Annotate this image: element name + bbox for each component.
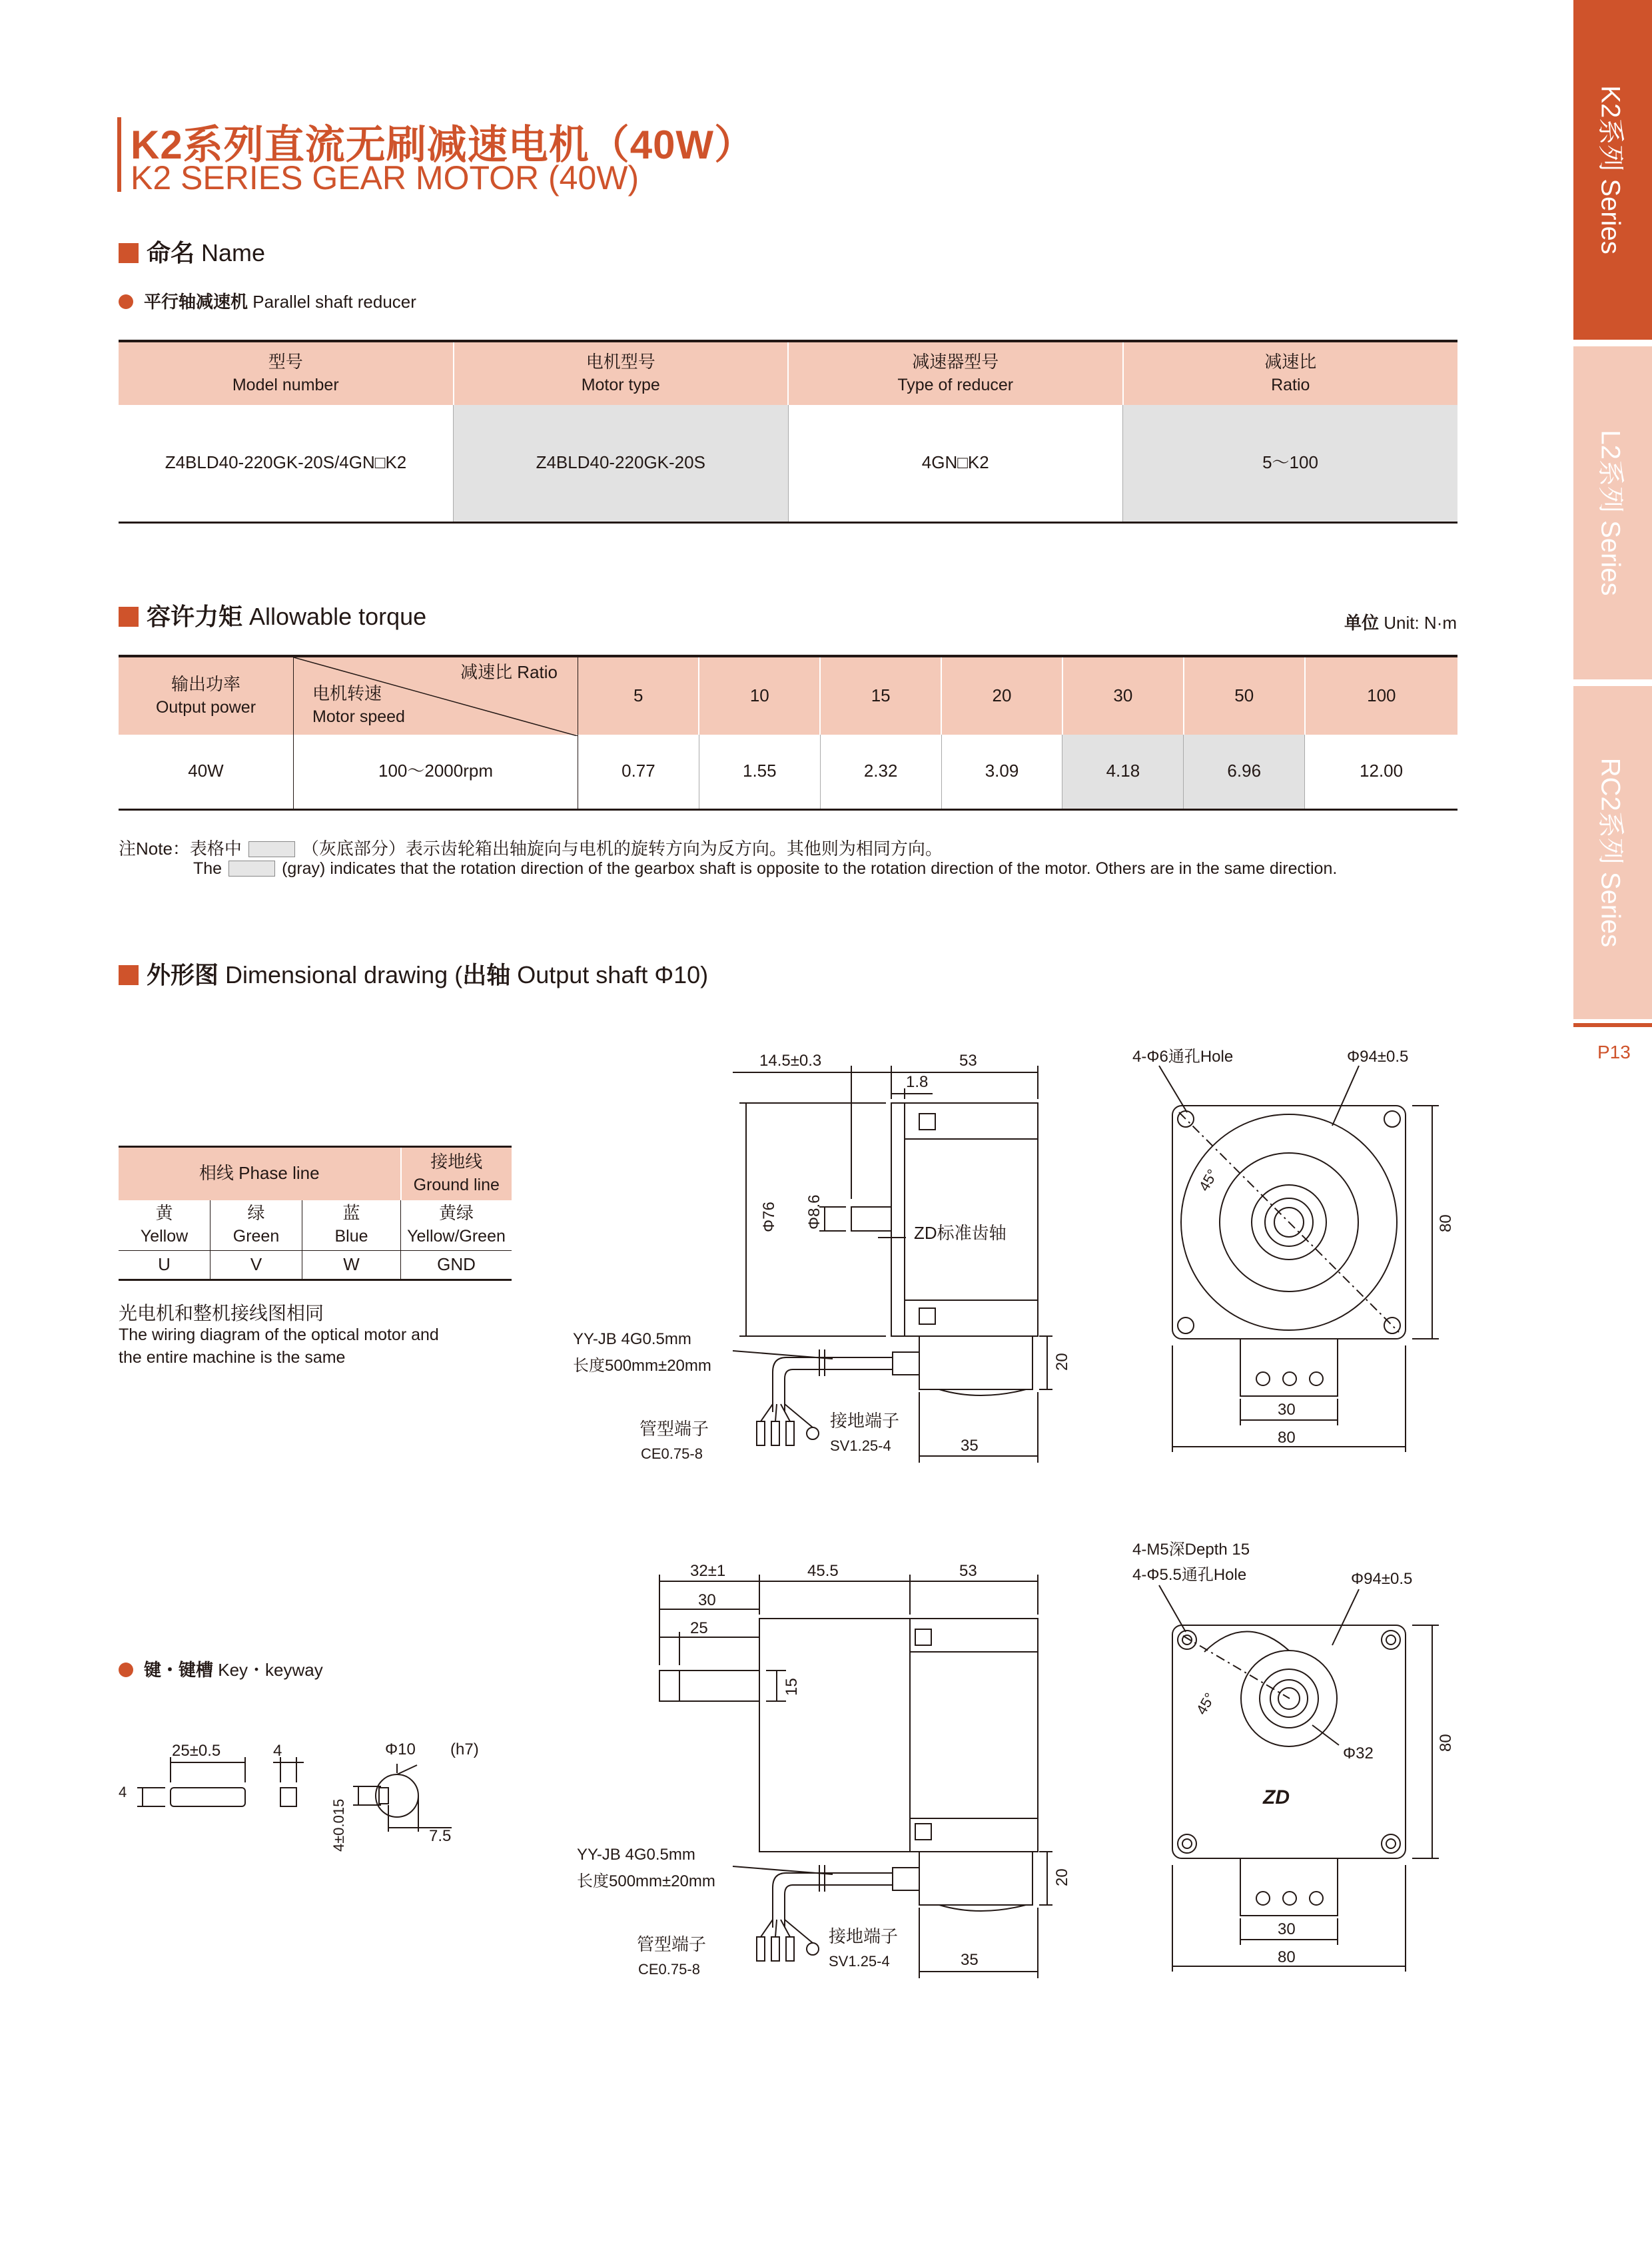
shaft-tol-label: (h7) <box>450 1740 479 1758</box>
dim-label: 80 <box>1437 1734 1455 1752</box>
cable-box <box>1240 1858 1338 1916</box>
cable-box <box>1240 1339 1338 1396</box>
tap-label: 4-M5深Depth 15 <box>1132 1541 1250 1559</box>
key-drawing <box>119 1718 532 1858</box>
cable-box <box>919 1336 1032 1389</box>
terminal-code: CE0.75-8 <box>638 1961 700 1978</box>
ratio-header: 100 <box>1305 656 1457 735</box>
torque-value: 6.96 <box>1184 735 1305 809</box>
phase-value: V <box>210 1251 302 1280</box>
dot-bullet-icon <box>119 294 133 309</box>
heading-en: Allowable torque <box>249 603 427 630</box>
terminal-label: 管型端子 <box>637 1934 707 1954</box>
naming-subheading <box>119 288 416 313</box>
heading-en2: Output shaft Φ10) <box>517 961 709 988</box>
shaft-dia-label: Φ10 <box>385 1740 416 1758</box>
cable <box>773 1357 893 1412</box>
phase-value: U <box>119 1251 210 1280</box>
dim-label: 1.8 <box>906 1073 929 1091</box>
wire-color: 黄 Yellow <box>119 1200 210 1251</box>
terminal-code: SV1.25-4 <box>829 1953 890 1970</box>
section-torque-heading <box>119 598 426 632</box>
ratio-label: 减速比 Ratio <box>460 662 558 682</box>
cell-power: 40W <box>119 735 294 809</box>
ratio-header: 5 <box>578 656 699 735</box>
dim-label: 80 <box>1278 1948 1296 1966</box>
key-h-label: 4 <box>119 1784 127 1800</box>
cable-length-label: 长度500mm±20mm <box>577 1872 715 1890</box>
col-ratio-speed <box>294 656 578 735</box>
dim-label: 35 <box>961 1951 979 1969</box>
subheading-cn: 平行轴减速机 <box>144 292 248 312</box>
std-gear-label: ZD标准齿轴 <box>914 1223 1007 1243</box>
pcd-label: Φ94±0.5 <box>1351 1570 1413 1588</box>
dim-label: 15 <box>783 1678 801 1696</box>
cell-motor-type: Z4BLD40-220GK-20S <box>454 405 789 522</box>
dot-bullet-icon <box>119 1663 133 1677</box>
terminal-label: 接地端子 <box>830 1411 900 1431</box>
subheading-en: Parallel shaft reducer <box>252 292 416 312</box>
cell-speed: 100～2000rpm <box>294 735 578 809</box>
zd-logo: ZD <box>1263 1786 1290 1808</box>
dim-label: 30 <box>1278 1401 1296 1419</box>
gearbox-body <box>759 1619 910 1852</box>
cable-length-label: 长度500mm±20mm <box>573 1357 711 1375</box>
heading-en: Name <box>201 239 266 266</box>
unit-label: 单位 Unit: N·m <box>1344 613 1457 633</box>
key-end-view <box>280 1788 296 1806</box>
col-header: 电机型号 Motor type <box>454 341 789 405</box>
col-header: 减速器型号 Type of reducer <box>788 341 1123 405</box>
heading-en: Dimensional drawing ( <box>225 961 463 988</box>
angle-label: 45° <box>1195 1166 1221 1194</box>
dim-label: 32±1 <box>690 1562 726 1580</box>
key-side-view <box>171 1788 245 1806</box>
pcd-label: Φ94±0.5 <box>1347 1048 1409 1066</box>
heading-cn: 容许力矩 <box>147 603 243 630</box>
terminal-label: 接地端子 <box>829 1926 899 1946</box>
key-w-label: 4 <box>273 1742 282 1760</box>
hole-label: 4-Φ6通孔Hole <box>1132 1048 1234 1066</box>
ratio-header: 20 <box>941 656 1062 735</box>
side-tab-label: RC2系列 Series <box>1595 757 1625 948</box>
cable-label: YY-JB 4G0.5mm <box>573 1330 691 1348</box>
heading-cn2: 出轴 <box>462 961 511 988</box>
torque-value: 12.00 <box>1360 761 1404 781</box>
phase-table <box>119 1146 512 1281</box>
gray-swatch <box>228 861 275 877</box>
cell-ratio: 5～100 <box>1123 405 1458 522</box>
dim-label: 25 <box>690 1619 708 1637</box>
col-header: 型号 Model number <box>119 341 454 405</box>
key-len-label: 25±0.5 <box>172 1742 221 1760</box>
wire-color: 绿 Green <box>210 1200 302 1251</box>
drawing1-side-view <box>560 1039 1079 1492</box>
wiring-note-cn: 光电机和整机接线图相同 <box>119 1303 324 1323</box>
gray-swatch <box>248 841 295 857</box>
section-naming-heading <box>119 234 265 268</box>
cell-model: Z4BLD40-220GK-20S/4GN□K2 <box>119 405 454 522</box>
side-tab-label: L2系列 Series <box>1595 430 1625 596</box>
hole-label: 4-Φ5.5通孔Hole <box>1132 1566 1247 1584</box>
cell-reducer: 4GN□K2 <box>788 405 1123 522</box>
dim-label: 14.5±0.3 <box>759 1052 822 1070</box>
dim-label: 53 <box>959 1052 977 1070</box>
torque-value: 3.09 <box>941 735 1062 809</box>
page-title-en: K2 SERIES GEAR MOTOR (40W) <box>131 159 639 196</box>
output-shaft <box>851 1207 891 1231</box>
keyway-label: 4±0.015 <box>330 1798 347 1852</box>
torque-value: 1.55 <box>699 735 820 809</box>
torque-value: 0.77 <box>578 735 699 809</box>
square-bullet-icon <box>119 607 139 627</box>
ground-header: 接地线 Ground line <box>401 1147 512 1200</box>
dim-label: 80 <box>1437 1214 1455 1232</box>
col-header: 减速比 Ratio <box>1123 341 1458 405</box>
side-tab-k2[interactable] <box>1573 0 1652 340</box>
ratio-header: 15 <box>820 656 941 735</box>
section-drawing-heading <box>119 956 708 990</box>
note-en: The (gray) indicates that the rotation direction of the gearbox shaft is opposite to the rotation direction of the motor. Others are in the same direction. <box>193 859 1338 878</box>
flange-square <box>1172 1625 1406 1858</box>
ratio-header: 50 <box>1184 656 1305 735</box>
angle-label: 45° <box>1192 1690 1218 1718</box>
side-tab-label: K2系列 Series <box>1595 85 1625 254</box>
key-heading: 键・键槽 Key・keyway <box>119 1657 323 1681</box>
wiring-note-en2: the entire machine is the same <box>119 1348 346 1367</box>
dim-label: 45.5 <box>807 1562 839 1580</box>
dim-label: 30 <box>1278 1920 1296 1938</box>
square-bullet-icon <box>119 965 139 985</box>
motor-body <box>910 1619 1038 1852</box>
terminal-code: SV1.25-4 <box>830 1437 891 1454</box>
dim-label: Φ8.6 <box>805 1194 823 1230</box>
cable <box>773 1873 893 1928</box>
dim-label: 20 <box>1053 1868 1071 1886</box>
torque-value: 2.32 <box>820 735 941 809</box>
drawing1-front-view <box>1132 1039 1465 1465</box>
heading-cn: 命名 <box>147 239 195 266</box>
phase-value: W <box>302 1251 401 1280</box>
dim-label: 20 <box>1053 1353 1071 1371</box>
title-accent-bar <box>117 117 121 192</box>
wiring-note-en1: The wiring diagram of the optical motor and <box>119 1325 439 1344</box>
cable-label: YY-JB 4G0.5mm <box>577 1846 695 1864</box>
naming-table <box>119 340 1457 524</box>
ratio-header: 10 <box>699 656 820 735</box>
cable-box <box>919 1852 1032 1905</box>
tab-underline <box>1573 1023 1652 1027</box>
dim-label: 35 <box>961 1437 979 1455</box>
side-tab-rc2[interactable] <box>1573 686 1652 1019</box>
dim-label: 53 <box>959 1562 977 1580</box>
page-title-cn: K2系列直流无刷减速电机（40W） <box>131 123 755 167</box>
output-shaft <box>659 1671 759 1701</box>
terminal-label: 管型端子 <box>639 1419 709 1439</box>
side-tab-l2[interactable] <box>1573 346 1652 679</box>
square-bullet-icon <box>119 243 139 263</box>
torque-table <box>119 655 1457 811</box>
terminal-code: CE0.75-8 <box>641 1445 703 1462</box>
dim-label: 30 <box>698 1591 716 1609</box>
wire-color: 黄绿 Yellow/Green <box>401 1200 512 1251</box>
ratio-header: 30 <box>1062 656 1184 735</box>
torque-value: 4.18 <box>1062 735 1184 809</box>
wire-color: 蓝 Blue <box>302 1200 401 1251</box>
dim-label: 80 <box>1278 1429 1296 1447</box>
motor-body <box>905 1103 1038 1336</box>
phase-value: GND <box>437 1254 476 1275</box>
keyway-depth-label: 7.5 <box>429 1827 452 1845</box>
drawing2-front-view <box>1132 1532 1465 1998</box>
page-number: P13 <box>1597 1042 1631 1062</box>
speed-label: 电机转速 Motor speed <box>312 683 405 726</box>
dim-label: Φ32 <box>1343 1744 1374 1762</box>
note-cn: 注Note：表格中 （灰底部分）表示齿轮箱出轴旋向与电机的旋转方向为反方向。其他则为相同方向。 <box>119 839 943 859</box>
dim-label: Φ76 <box>760 1202 778 1232</box>
phase-header: 相线 Phase line <box>119 1147 401 1200</box>
drawing2-side-view <box>560 1545 1079 1998</box>
heading-cn: 外形图 <box>147 961 219 988</box>
col-power: 输出功率 Output power <box>119 656 294 735</box>
